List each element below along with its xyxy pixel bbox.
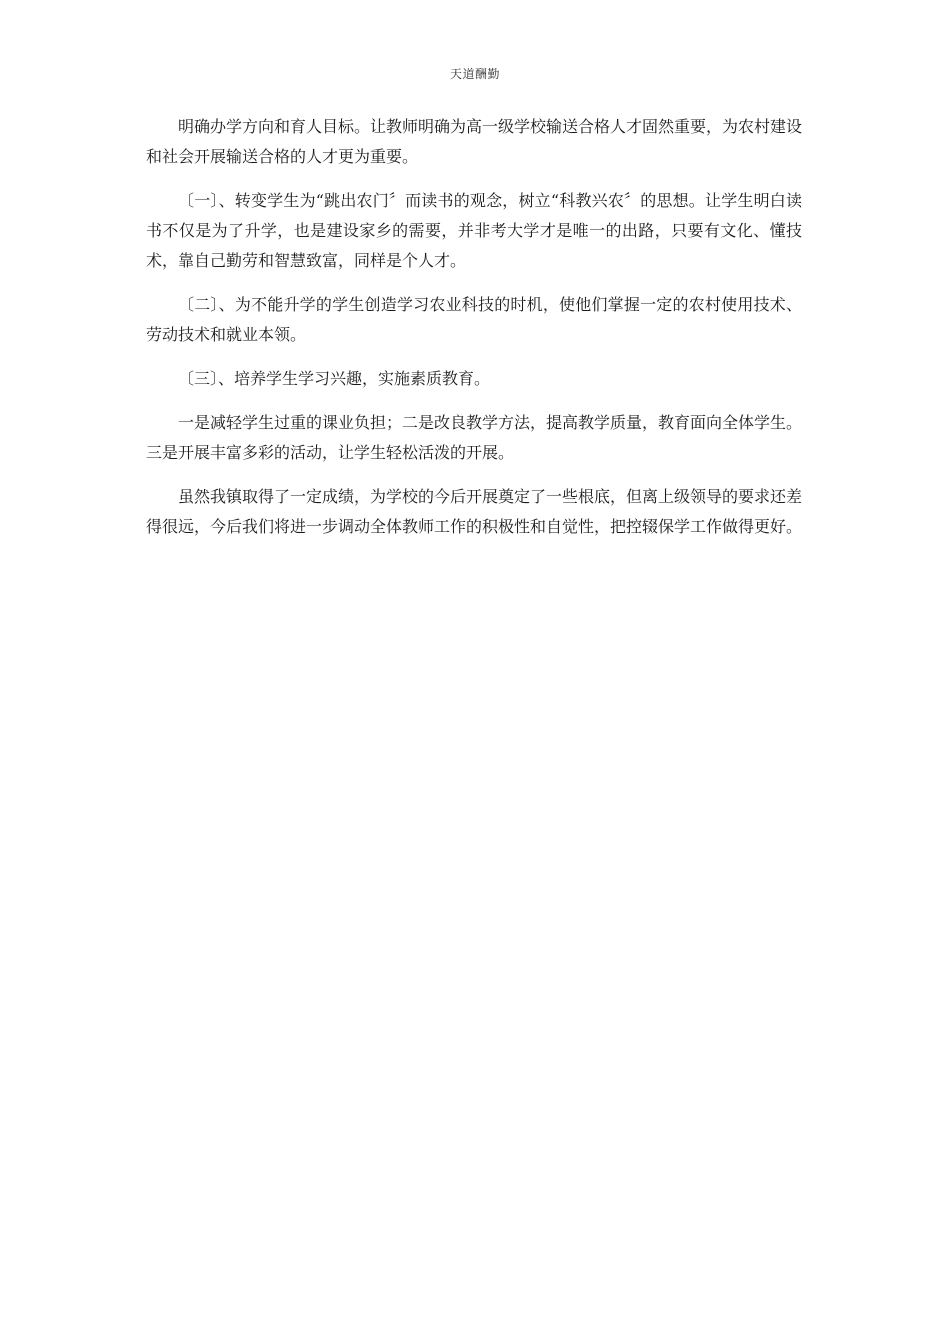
paragraph-3: 〔二〕、为不能升学的学生创造学习农业科技的时机，使他们掌握一定的农村使用技术、劳动技术和就业本领。 <box>146 295 802 344</box>
paragraph-6: 虽然我镇取得了一定成绩，为学校的今后开展奠定了一些根底，但离上级领导的要求还差得很远，今后我们将进一步调动全体教师工作的积极性和自觉性，把控辍保学工作做得更好。 <box>146 487 803 536</box>
paragraph-5: 一是减轻学生过重的课业负担；二是改良教学方法，提高教学质量，教育面向全体学生。三是开展丰富多彩的活动，让学生轻松活泼的开展。 <box>146 413 803 462</box>
page-header: 天道酬勤 <box>449 67 500 81</box>
paragraph-4: 〔三〕、培养学生学习兴趣，实施素质教育。 <box>178 369 491 388</box>
paragraph-1: 明确办学方向和育人目标。让教师明确为高一级学校输送合格人才固然重要，为农村建设和社会开展输送合格的人才更为重要。 <box>146 117 803 166</box>
document-body <box>146 112 802 556</box>
paragraph-2: 〔一〕、转变学生为“跳出农门〞而读书的观念，树立“科教兴农〞的思想。让学生明白读书不仅是为了升学，也是建设家乡的需要，并非考大学才是唯一的出路，只要有文化、懂技术，靠自己勤劳和智慧致富，同样是个人才。 <box>146 191 802 270</box>
